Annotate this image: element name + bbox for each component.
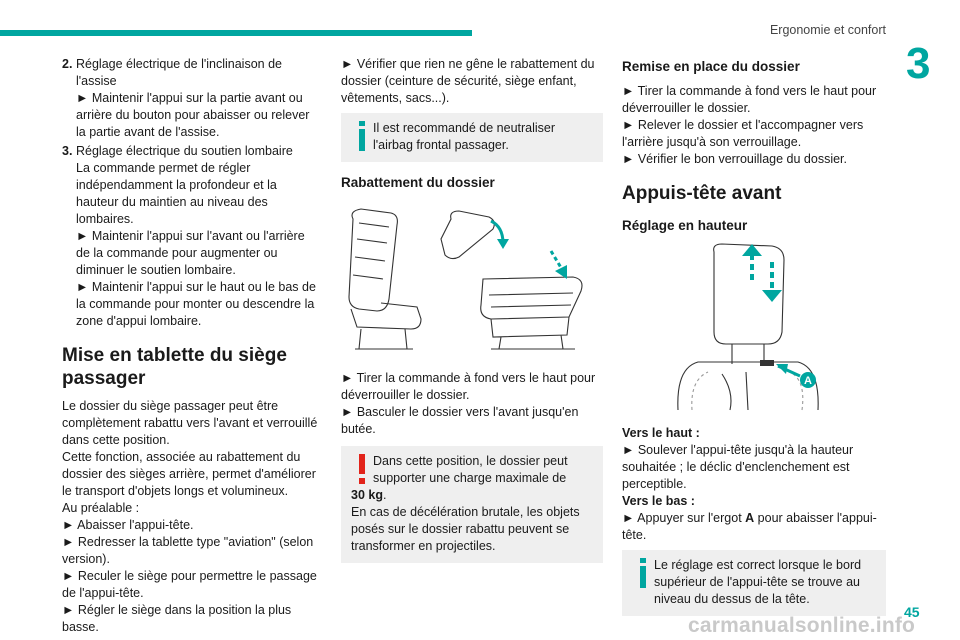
item-number: 2. [62,57,73,71]
warning-icon [355,454,369,484]
column-3 [622,56,886,622]
paragraph: Le dossier du siège passager peut être complètement rabattu vers l'avant et verrouillé dans cette position. [62,399,318,447]
seat-fold-drawing [341,199,603,359]
label-up: Vers le haut : [622,426,700,440]
text: ► Appuyer sur l'ergot [622,511,746,525]
subtitle-rabattement: Rabattement du dossier [341,175,495,190]
subtitle-remise-en-place: Remise en place du dossier [622,59,800,74]
label-down: Vers le bas : [622,494,695,508]
info-text: Le réglage est correct lorsque le bord supérieur de l'appui-tête se trouve au niveau du dessus de la tête. [654,558,862,606]
info-note [622,550,886,616]
warning-text: Dans cette position, le dossier peut supporter une charge maximale de [373,454,568,485]
item-description: La commande permet de régler indépendamment la profondeur et la hauteur du maintien au niveau des lombaires. [76,161,277,226]
bullet: ► Régler le siège dans la position la plus basse. [62,603,292,634]
bullet: ► Soulever l'appui-tête jusqu'à la hauteur souhaitée ; le déclic d'enclenchement est perceptible. [622,443,854,491]
bullet: ► Reculer le siège pour permettre le passage de l'appui-tête. [62,569,317,600]
headrest-illustration [622,242,886,419]
chapter-number: 3 [906,39,931,88]
warning-text-2: En cas de décélération brutale, les objets posés sur le dossier rabattu peuvent se transformer en projectiles. [351,505,580,553]
bullet: ► Abaisser l'appui-tête. [62,518,194,532]
list-item-3 [62,143,322,330]
ergot-label: A [745,511,755,525]
warning-note [341,446,603,563]
bullet: ► Tirer la commande à fond vers le haut pour déverrouiller le dossier. [341,371,596,402]
section-title-appuis-tete: Appuis-tête avant [622,183,782,204]
item-title: Réglage électrique du soutien lombaire [76,144,293,158]
bullet: ► Tirer la commande à fond vers le haut pour déverrouiller le dossier. [622,84,877,115]
info-icon [355,121,369,151]
item-instruction: ► Maintenir l'appui sur la partie avant ou arrière du bouton pour abaisser ou relever la partie avant de l'assise. [76,91,310,139]
text: pour abaisser l'appui-tête. [622,511,877,542]
bullet: ► Vérifier que rien ne gêne le rabattement du dossier (ceinture de sécurité, siège enfant, vêtements, sacs...). [341,57,595,105]
bullet: ► Vérifier le bon verrouillage du dossier. [622,152,847,166]
info-icon [636,558,650,588]
period: . [382,488,387,502]
paragraph: Au préalable : [62,501,140,515]
item-title: Réglage électrique de l'inclinaison de l'assise [76,57,282,88]
bullet: ► Redresser la tablette type "aviation" (selon version). [62,535,314,566]
seat-folding-illustration [341,199,603,364]
item-number: 3. [62,144,73,158]
bullet-down [622,510,886,544]
subtitle-reglage-hauteur: Réglage en hauteur [622,218,748,233]
info-text: Il est recommandé de neutraliser l'airbag frontal passager. [373,121,556,152]
watermark: carmanualsonline.info [688,614,916,637]
paragraph: Cette fonction, associée au rabattement du dossier des sièges arrière, permet d'améliorer le transport d'objets longs et volumineux. [62,450,316,498]
item-instruction: ► Maintenir l'appui sur le haut ou le bas de la commande pour monter ou descendre la zone d'appui lombaire. [76,280,316,328]
list-item-2 [62,56,322,141]
item-instruction: ► Maintenir l'appui sur l'avant ou l'arrière de la commande pour augmenter ou diminuer le soutien lombaire. [76,229,305,277]
column-2 [341,56,603,571]
column-1 [62,56,322,636]
warning-text-load [351,487,593,504]
chapter-title: Ergonomie et confort [769,23,886,37]
section-title-tablette: Mise en tablette du siège passager [62,345,287,389]
info-note [341,113,603,162]
page-number: 45 [904,604,920,620]
header-accent-bar [0,30,472,36]
bullet: ► Basculer le dossier vers l'avant jusqu'en butée. [341,405,579,436]
callout-a: A [804,375,812,387]
headrest-drawing [622,242,886,414]
bullet: ► Relever le dossier et l'accompagner vers l'arrière jusqu'à son verrouillage. [622,118,864,149]
max-load: 30 kg [351,488,383,502]
